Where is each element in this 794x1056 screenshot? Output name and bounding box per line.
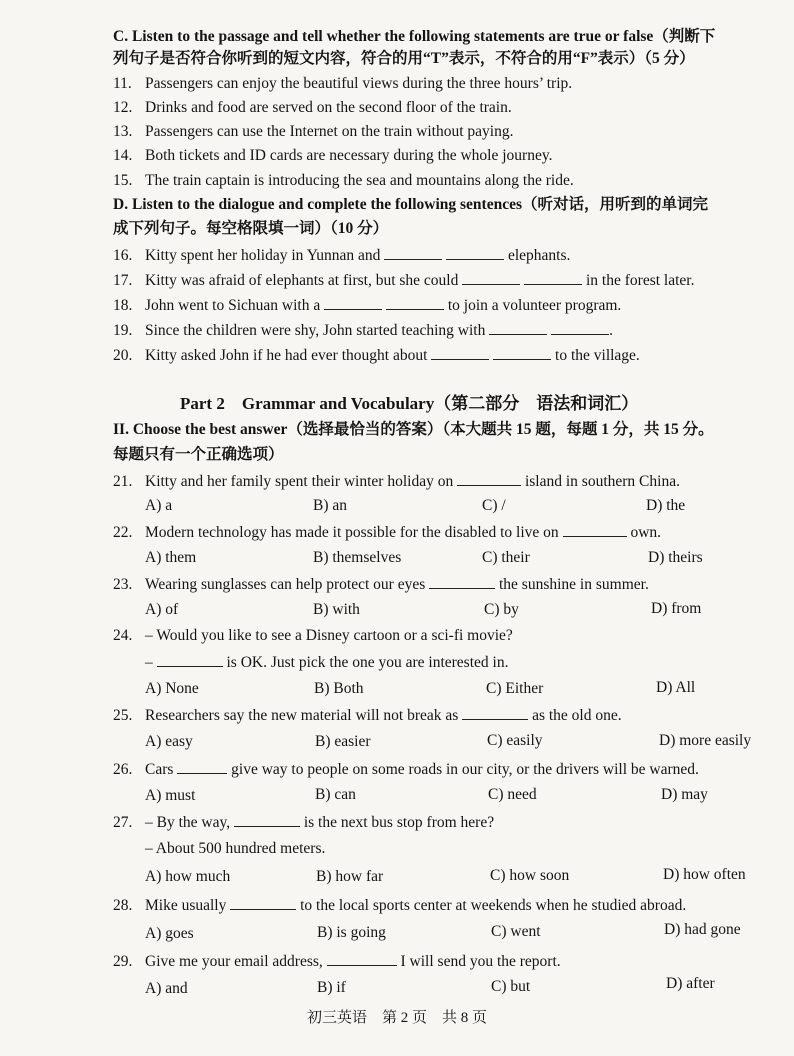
option-a[interactable]: A) a	[145, 497, 173, 514]
option-b[interactable]: B) an	[313, 497, 348, 514]
question-22: 22. Modern technology has made it possible for the disabled to live on own.	[113, 524, 662, 541]
option-c[interactable]: C) easily	[487, 732, 543, 749]
section-d-heading: D. Listen to the dialogue and complete the following sentences（听对话，用听到的单词完	[113, 196, 709, 213]
option-a[interactable]: A) must	[145, 787, 196, 804]
option-d[interactable]: D) had gone	[664, 921, 741, 938]
statement-15: 15. The train captain is introducing the sea and mountains along the ride.	[113, 172, 574, 189]
answer-blank[interactable]	[446, 245, 504, 260]
option-a[interactable]: A) easy	[145, 733, 193, 750]
option-b[interactable]: B) if	[317, 979, 346, 996]
option-d[interactable]: D) All	[656, 679, 696, 696]
option-a[interactable]: A) None	[145, 680, 199, 697]
option-c[interactable]: C) how soon	[490, 867, 570, 884]
answer-blank[interactable]	[230, 895, 296, 910]
statement-11: 11. Passengers can enjoy the beautiful views during the three hours’ trip.	[113, 75, 573, 92]
sentence-18: 18. John went to Sichuan with a to join a volunteer program.	[113, 297, 622, 314]
section-c-heading-cont: 列句子是否符合你听到的短文内容，符合的用“T”表示，不符合的用“F”表示）（5 分）	[113, 50, 695, 67]
option-d[interactable]: D) theirs	[648, 549, 703, 566]
statement-13: 13. Passengers can use the Internet on the train without paying.	[113, 123, 514, 140]
answer-blank[interactable]	[462, 705, 528, 720]
answer-blank[interactable]	[462, 270, 520, 285]
option-c[interactable]: C) their	[482, 549, 530, 566]
sentence-17: 17. Kitty was afraid of elephants at first, but she could in the forest later.	[113, 272, 695, 289]
option-b[interactable]: B) is going	[317, 924, 386, 941]
sentence-16: 16. Kitty spent her holiday in Yunnan and elephants.	[113, 247, 571, 264]
answer-blank[interactable]	[524, 270, 582, 285]
question-21: 21. Kitty and her family spent their winter holiday on island in southern China.	[113, 473, 680, 490]
answer-blank[interactable]	[386, 295, 444, 310]
answer-blank[interactable]	[551, 320, 609, 335]
option-b[interactable]: B) Both	[314, 680, 364, 697]
question-27-reply: – About 500 hundred meters.	[145, 840, 326, 857]
option-c[interactable]: C) Either	[486, 680, 544, 697]
option-a[interactable]: A) goes	[145, 925, 194, 942]
answer-blank[interactable]	[563, 522, 627, 537]
answer-blank[interactable]	[157, 652, 223, 667]
answer-blank[interactable]	[429, 574, 495, 589]
question-24-reply: – is OK. Just pick the one you are interested in.	[145, 654, 509, 671]
answer-blank[interactable]	[384, 245, 442, 260]
option-d[interactable]: D) the	[646, 497, 686, 514]
option-a[interactable]: A) of	[145, 601, 179, 618]
statement-12: 12. Drinks and food are served on the second floor of the train.	[113, 99, 512, 116]
question-27: 27. – By the way, is the next bus stop from here?	[113, 814, 495, 831]
option-b[interactable]: B) easier	[315, 733, 371, 750]
part2-instruction-cont: 每题只有一个正确选项）	[113, 446, 284, 463]
part2-instruction: II. Choose the best answer（选择最恰当的答案）（本大题共 15 题，每题 1 分，共 15 分。	[113, 421, 714, 438]
option-a[interactable]: A) and	[145, 980, 188, 997]
sentence-19: 19. Since the children were shy, John started teaching with .	[113, 322, 613, 339]
section-d-heading-cont: 成下列句子。每空格限填一词）（10 分）	[113, 220, 389, 237]
part2-title: Part 2 Grammar and Vocabulary（第二部分 语法和词汇）	[180, 394, 639, 413]
answer-blank[interactable]	[177, 759, 227, 774]
answer-blank[interactable]	[327, 951, 397, 966]
option-b[interactable]: B) can	[315, 786, 356, 803]
option-c[interactable]: C) but	[491, 978, 531, 995]
option-d[interactable]: D) how often	[663, 866, 746, 883]
option-a[interactable]: A) how much	[145, 868, 231, 885]
option-c[interactable]: C) went	[491, 923, 541, 940]
answer-blank[interactable]	[493, 345, 551, 360]
question-28: 28. Mike usually to the local sports center at weekends when he studied abroad.	[113, 897, 687, 914]
question-25: 25. Researchers say the new material will not break as as the old one.	[113, 707, 622, 724]
sentence-20: 20. Kitty asked John if he had ever thought about to the village.	[113, 347, 640, 364]
section-c-heading: C. Listen to the passage and tell whether the following statements are true or false（判断下	[113, 28, 716, 45]
answer-blank[interactable]	[324, 295, 382, 310]
answer-blank[interactable]	[457, 471, 521, 486]
option-c[interactable]: C) /	[482, 497, 506, 514]
option-a[interactable]: A) them	[145, 549, 197, 566]
page-footer: 初三英语 第 2 页 共 8 页	[306, 1010, 487, 1026]
option-c[interactable]: C) need	[488, 786, 537, 803]
option-d[interactable]: D) may	[661, 786, 708, 803]
option-c[interactable]: C) by	[484, 601, 519, 618]
answer-blank[interactable]	[234, 812, 300, 827]
question-29: 29. Give me your email address, I will send you the report.	[113, 953, 561, 970]
question-23: 23. Wearing sunglasses can help protect our eyes the sunshine in summer.	[113, 576, 649, 593]
option-b[interactable]: B) with	[313, 601, 360, 618]
option-d[interactable]: D) after	[666, 975, 715, 992]
statement-14: 14. Both tickets and ID cards are necessary during the whole journey.	[113, 147, 553, 164]
option-b[interactable]: B) how far	[316, 868, 384, 885]
answer-blank[interactable]	[431, 345, 489, 360]
option-b[interactable]: B) themselves	[313, 549, 402, 566]
option-d[interactable]: D) more easily	[659, 732, 752, 749]
answer-blank[interactable]	[489, 320, 547, 335]
option-d[interactable]: D) from	[651, 600, 702, 617]
question-26: 26. Cars give way to people on some roads in our city, or the drivers will be warned.	[113, 761, 699, 778]
question-24: 24. – Would you like to see a Disney cartoon or a sci-fi movie?	[113, 627, 513, 644]
